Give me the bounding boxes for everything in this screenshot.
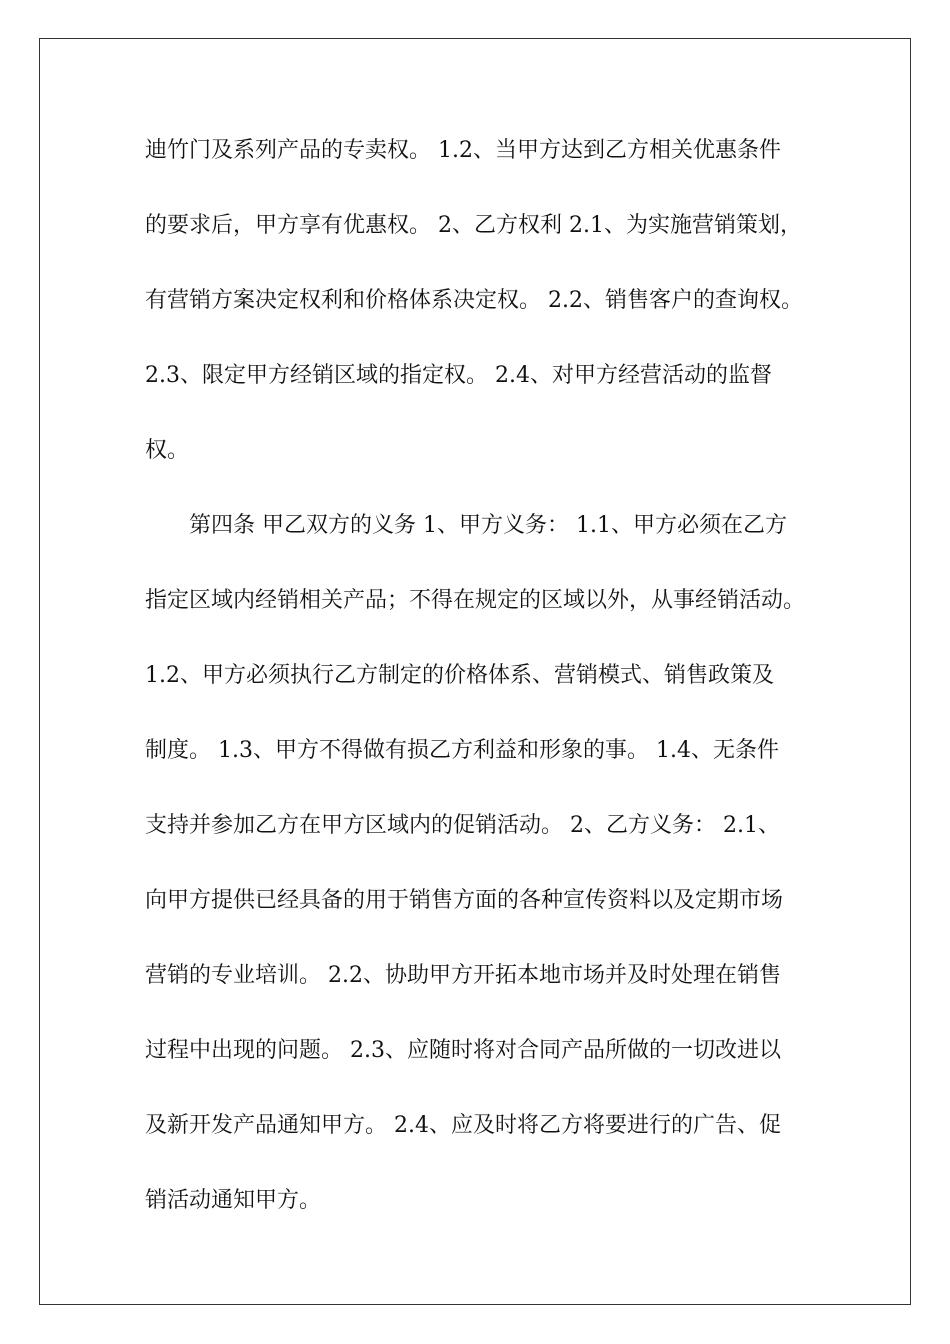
text-line-1: 迪竹门及系列产品的专卖权。 1.2、当甲方达到乙方相关优惠条件 <box>145 138 781 163</box>
text-line-5: 权。 <box>145 438 190 463</box>
text-line-14: 及新开发产品通知甲方。 2.4、应及时将乙方将要进行的广告、促 <box>145 1113 781 1138</box>
text-line-12: 营销的专业培训。 2.2、协助甲方开拓本地市场并及时处理在销售 <box>145 963 781 988</box>
text-line-6: 第四条 甲乙双方的义务 1、甲方义务： 1.1、甲方必须在乙方 <box>145 513 787 538</box>
text-line-4: 2.3、限定甲方经销区域的指定权。 2.4、对甲方经营活动的监督 <box>145 363 772 388</box>
text-line-8: 1.2、甲方必须执行乙方制定的价格体系、营销模式、销售政策及 <box>145 663 774 688</box>
text-line-3: 有营销方案决定权利和价格体系决定权。 2.2、销售客户的查询权。 <box>145 288 803 313</box>
text-line-13: 过程中出现的问题。 2.3、应随时将对合同产品所做的一切改进以 <box>145 1038 781 1063</box>
text-line-11: 向甲方提供已经具备的用于销售方面的各种宣传资料以及定期市场 <box>145 888 784 913</box>
text-line-7: 指定区域内经销相关产品；不得在规定的区域以外，从事经销活动。 <box>145 588 805 613</box>
text-line-15: 销活动通知甲方。 <box>145 1188 322 1213</box>
text-line-2: 的要求后，甲方享有优惠权。 2、乙方权利 2.1、为实施营销策划， <box>145 213 802 238</box>
text-line-10: 支持并参加乙方在甲方区域内的促销活动。 2、乙方义务： 2.1、 <box>145 813 780 838</box>
text-line-9: 制度。 1.3、甲方不得做有损乙方利益和形象的事。 1.4、无条件 <box>145 738 779 763</box>
